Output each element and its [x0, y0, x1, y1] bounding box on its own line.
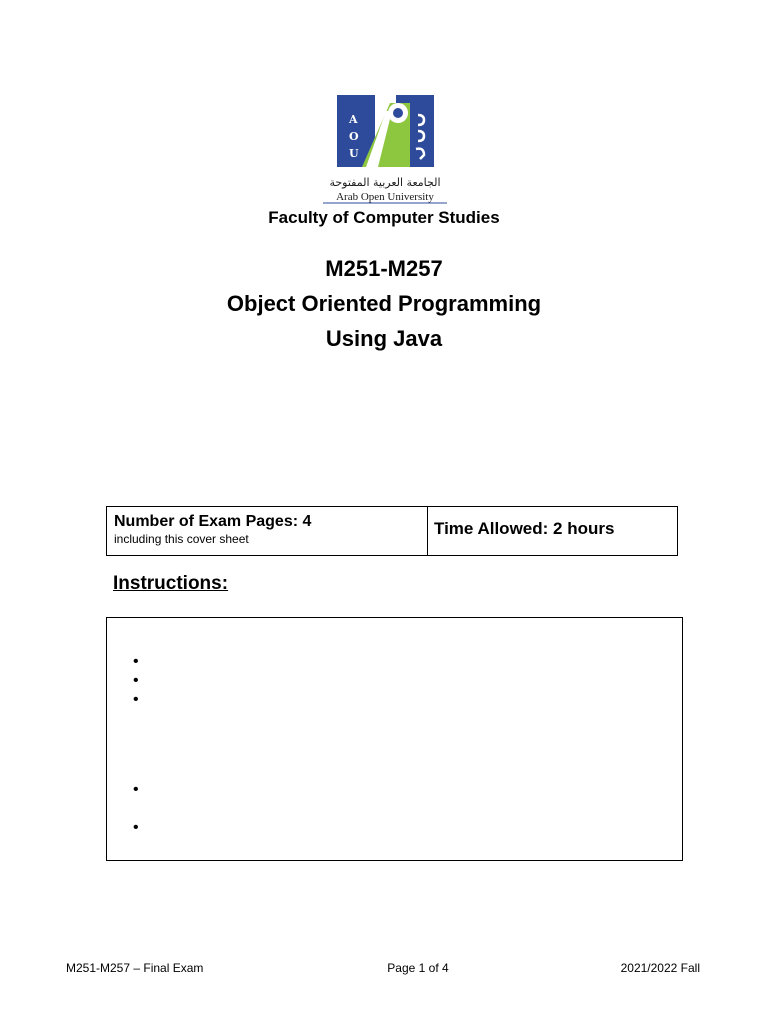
- exam-pages-label: Number of Exam Pages: 4: [114, 513, 312, 530]
- instruction-bullet: •: [133, 781, 139, 798]
- course-title-line1: Object Oriented Programming: [226, 291, 542, 316]
- faculty-name: Faculty of Computer Studies: [268, 208, 500, 227]
- instructions-heading: Instructions:: [113, 573, 229, 594]
- exam-pages-note: including this cover sheet: [114, 532, 249, 546]
- course-code: M251-M257: [325, 256, 443, 281]
- course-title-line2: Using Java: [325, 326, 443, 351]
- instruction-bullet: •: [133, 819, 139, 836]
- logo-figure-head-inner: [393, 108, 403, 118]
- instruction-bullet: •: [133, 653, 139, 670]
- logo-letter-o: O: [349, 130, 359, 143]
- footer-page-number: Page 1 of 4: [387, 961, 449, 975]
- logo-letter-a: A: [349, 113, 358, 126]
- instruction-bullet: •: [133, 691, 139, 708]
- logo-arabic-name: الجامعة العربية المفتوحة: [329, 176, 441, 189]
- instruction-bullet: •: [133, 672, 139, 689]
- exam-info-table: [106, 506, 678, 556]
- footer-semester: 2021/2022 Fall: [620, 961, 700, 975]
- footer-exam-title: M251-M257 – Final Exam: [66, 961, 204, 975]
- logo-english-name: Arab Open University: [336, 191, 434, 203]
- exam-pages-cell: [107, 507, 428, 555]
- time-allowed-cell: [428, 507, 677, 555]
- course-title-block: [0, 251, 768, 356]
- time-allowed-label: Time Allowed: 2 hours: [434, 519, 615, 538]
- logo-letter-u: U: [349, 147, 359, 160]
- university-logo: [320, 93, 450, 209]
- aou-logo-icon: [320, 93, 450, 209]
- instructions-box: [106, 617, 683, 861]
